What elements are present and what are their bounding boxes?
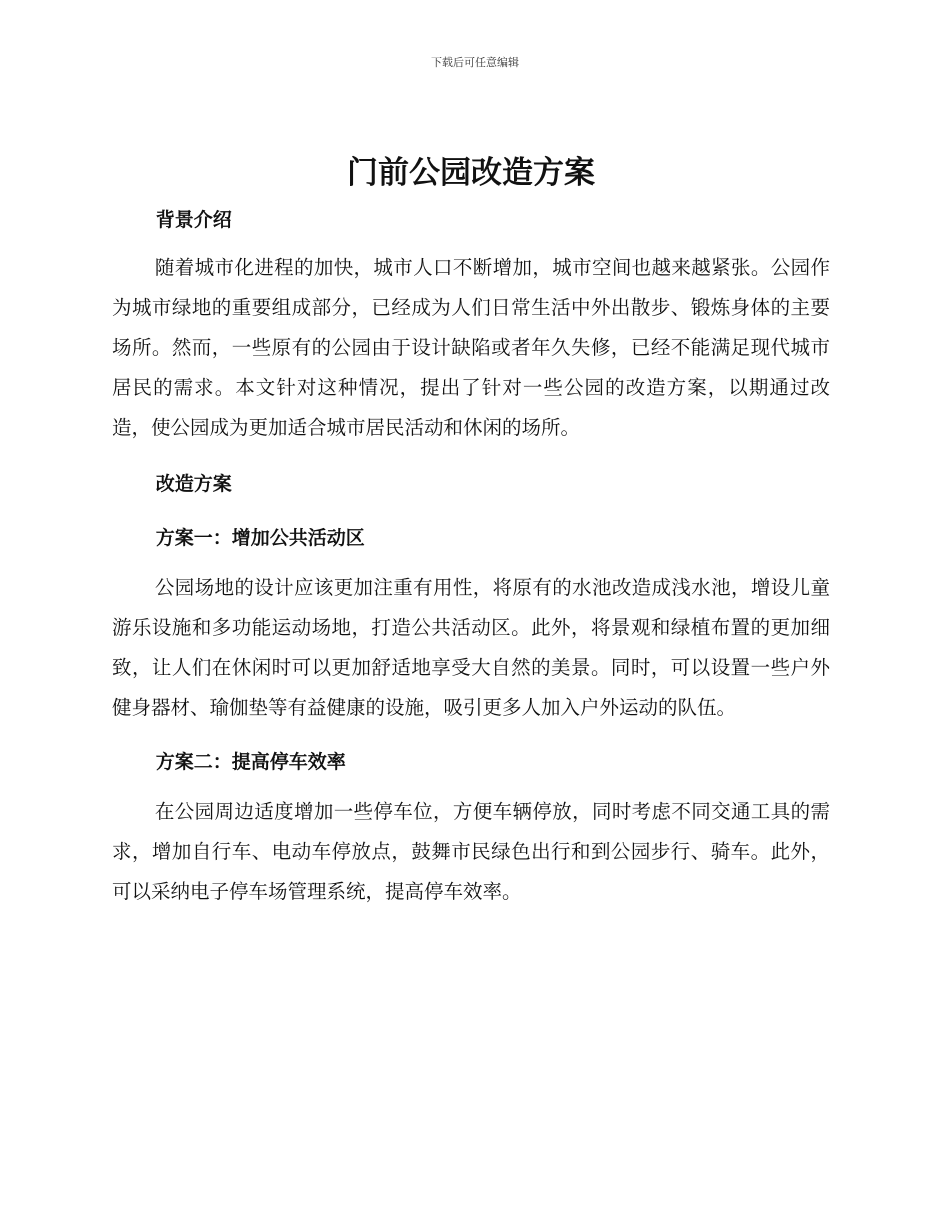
subsection-heading-plan1: 方案一：增加公共活动区 bbox=[155, 527, 365, 549]
document-title: 门前公园改造方案 bbox=[347, 155, 595, 191]
document-body bbox=[112, 150, 830, 912]
paragraph-plan2: 在公园周边适度增加一些停车位，方便车辆停放，同时考虑不同交通工具的需求，增加自行车、电动车停放点，鼓舞市民绿色出行和到公园步行、骑车。此外，可以采纳电子停车场管理系统，提高停车效率。 bbox=[112, 800, 830, 903]
section-heading-background: 背景介绍 bbox=[155, 209, 232, 231]
section-heading-plan: 改造方案 bbox=[155, 473, 232, 495]
subsection-heading-plan2: 方案二：提高停车效率 bbox=[155, 751, 346, 773]
paragraph-background: 随着城市化进程的加快，城市人口不断增加，城市空间也越来越紧张。公园作为城市绿地的重要组成部分，已经成为人们日常生活中外出散步、锻炼身体的主要场所。然而，一些原有的公园由于设计缺陷或者年久失修，已经不能满足现代城市居民的需求。本文针对这种情况，提出了针对一些公园的改造方案，以期通过改造，使公园成为更加适合城市居民活动和休闲的场所。 bbox=[112, 256, 830, 439]
header-note: 下载后可任意编辑 bbox=[431, 56, 519, 69]
paragraph-plan1: 公园场地的设计应该更加注重有用性，将原有的水池改造成浅水池，增设儿童游乐设施和多功能运动场地，打造公共活动区。此外，将景观和绿植布置的更加细致，让人们在休闲时可以更加舒适地享受大自然的美景。同时，可以设置一些户外健身器材、瑜伽垫等有益健康的设施，吸引更多人加入户外运动的队伍。 bbox=[112, 576, 830, 719]
